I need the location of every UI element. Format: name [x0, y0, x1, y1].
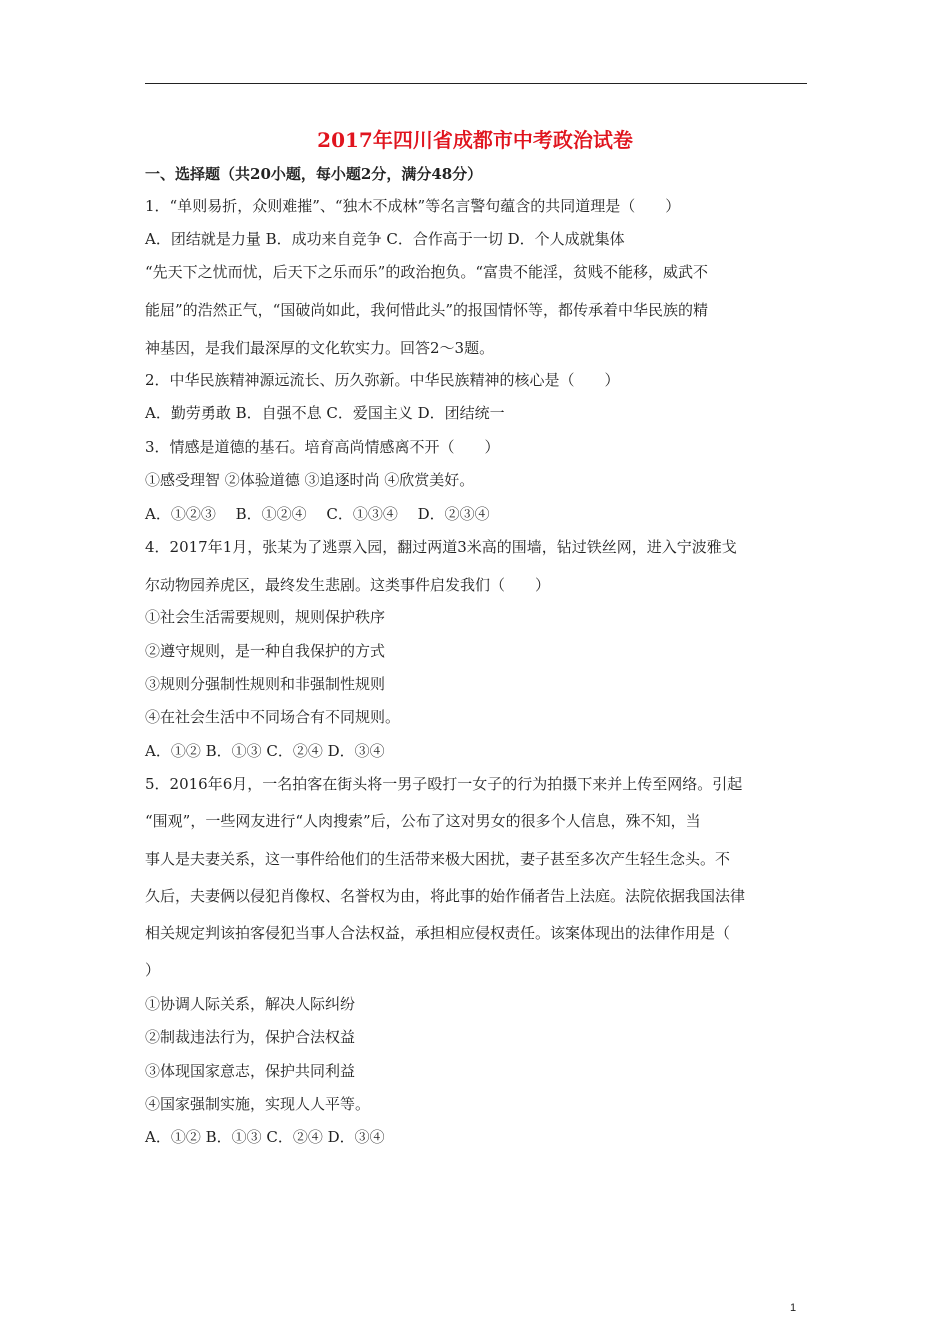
passage-line-3: 神基因，是我们最深厚的文化软实力。回答2～3题。	[145, 339, 495, 357]
question-4-item-2: ②遵守规则，是一种自我保护的方式	[145, 642, 386, 660]
question-5-stem-line-6: ）	[145, 961, 161, 979]
question-3-options: A．①②③ B．①②④ C．①③④ D．②③④	[145, 505, 490, 523]
question-2-options: A．勤劳勇敢 B．自强不息 C．爱国主义 D．团结统一	[145, 404, 505, 422]
question-5-stem-line-1: 5．2016年6月，一名拍客在街头将一男子殴打一女子的行为拍摄下来并上传至网络。引起	[145, 775, 743, 793]
question-4-item-1: ①社会生活需要规则，规则保护秩序	[145, 608, 386, 626]
exam-title: 2017年四川省成都市中考政治试卷	[317, 128, 633, 152]
header-rule	[145, 83, 807, 84]
page-number: 1	[790, 1302, 797, 1314]
question-4-stem-line-1: 4．2017年1月，张某为了逃票入园，翻过两道3米高的围墙，钻过铁丝网，进入宁波雅戈	[145, 538, 737, 556]
question-5-stem-line-3: 事人是夫妻关系，这一事件给他们的生活带来极大困扰，妻子甚至多次产生轻生念头。不	[145, 850, 731, 868]
question-5-item-4: ④国家强制实施，实现人人平等。	[145, 1095, 371, 1113]
question-3-items: ①感受理智 ②体验道德 ③追逐时尚 ④欣赏美好。	[145, 471, 475, 489]
question-4-item-4: ④在社会生活中不同场合有不同规则。	[145, 708, 401, 726]
question-1-stem: 1．“单则易折，众则难摧”、“独木不成林”等名言警句蕴含的共同道理是（ ）	[145, 197, 681, 215]
question-4-stem-line-2: 尔动物园养虎区，最终发生悲剧。这类事件启发我们（ ）	[145, 576, 551, 594]
question-5-stem-line-2: “围观”，一些网友进行“人肉搜索”后，公布了这对男女的很多个人信息，殊不知，当	[145, 812, 701, 830]
section-heading: 一、选择题（共20小题，每小题2分，满分48分）	[145, 165, 483, 183]
question-4-options: A．①② B．①③ C．②④ D．③④	[145, 742, 385, 760]
question-5-options: A．①② B．①③ C．②④ D．③④	[145, 1128, 385, 1146]
question-3-stem: 3．情感是道德的基石。培育高尚情感离不开（ ）	[145, 438, 500, 456]
question-5-item-3: ③体现国家意志，保护共同利益	[145, 1062, 356, 1080]
question-1-options: A．团结就是力量 B．成功来自竞争 C．合作高于一切 D．个人成就集体	[145, 230, 625, 248]
question-5-stem-line-5: 相关规定判该拍客侵犯当事人合法权益，承担相应侵权责任。该案体现出的法律作用是（	[145, 924, 731, 942]
passage-line-2: 能屈”的浩然正气，“国破尚如此，我何惜此头”的报国情怀等，都传承着中华民族的精	[145, 301, 709, 319]
question-4-item-3: ③规则分强制性规则和非强制性规则	[145, 675, 386, 693]
passage-line-1: “先天下之忧而忧，后天下之乐而乐”的政治抱负。“富贵不能淫，贫贱不能移，威武不	[145, 263, 709, 281]
question-5-stem-line-4: 久后，夫妻俩以侵犯肖像权、名誉权为由，将此事的始作俑者告上法庭。法院依据我国法律	[145, 887, 746, 905]
question-2-stem: 2．中华民族精神源远流长、历久弥新。中华民族精神的核心是（ ）	[145, 371, 620, 389]
question-5-item-1: ①协调人际关系，解决人际纠纷	[145, 995, 356, 1013]
question-5-item-2: ②制裁违法行为，保护合法权益	[145, 1028, 356, 1046]
